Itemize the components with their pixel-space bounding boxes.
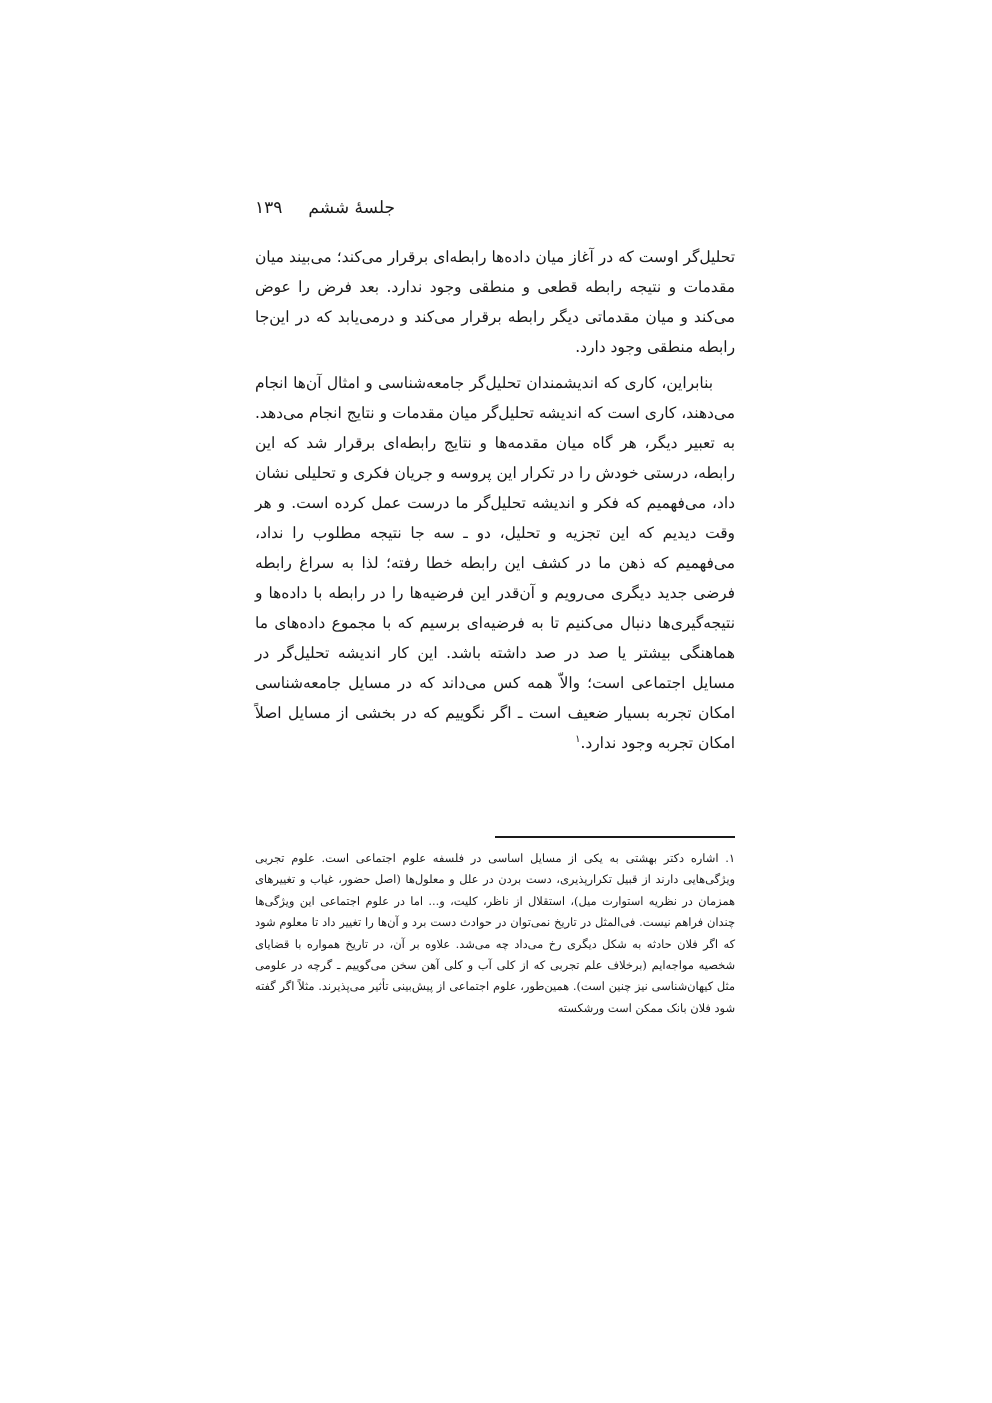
header-line	[255, 198, 395, 218]
paragraph-2	[255, 368, 735, 758]
running-header	[255, 198, 735, 228]
footnote-divider	[495, 836, 735, 838]
footnote-text: ۱. اشاره دکتر بهشتی به یکی از مسایل اساسی در فلسفه علوم اجتماعی است. علوم تجربی ویژگی‌هایی دارند از قبیل تکرارپذیری، دست بردن در علل و معلول‌ها (اصل حضور، غیاب و تغییرهای همزمان در نظریه استوارت میل)، استقلال از ناظر، کلیت، و... اما در علوم اجتماعی این ویژگی‌ها چندان فراهم نیست. فی‌المثل در تاریخ نمی‌توان در حوادث دست برد و آن‌ها را تغییر داد تا معلوم شود که اگر فلان حادثه به شکل دیگری رخ می‌داد چه می‌شد. علاوه بر آن، در تاریخ همواره با قضایای شخصیه مواجه‌ایم (برخلاف علم تجربی که از کلی آب و کلی آهن سخن می‌گوییم ـ گرچه در علومی مثل کیهان‌شناسی نیز چنین است). همین‌طور، علوم اجتماعی از پیش‌بینی تأثیر می‌پذیرند. مثلاً اگر گفته شود فلان بانک ممکن است ورشکسته	[255, 851, 735, 1015]
paragraph-1: تحلیل‌گر اوست که در آغاز میان داده‌ها رابطه‌ای برقرار می‌کند؛ می‌بیند میان مقدمات و نتیجه رابطه قطعی و منطقی وجود ندارد. بعد فرض را عوض می‌کند و میان مقدماتی دیگر رابطه برقرار می‌کند و درمی‌یابد که در این‌جا رابطه منطقی وجود دارد.	[255, 248, 735, 356]
running-title: جلسهٔ ششم	[308, 198, 395, 218]
footnote-reference[interactable]: ۱	[575, 733, 581, 745]
main-text	[255, 242, 735, 758]
footnote	[255, 848, 735, 1019]
paragraph-2-text: بنابراین، کاری که اندیشمندان تحلیل‌گر جامعه‌شناسی و امثال آن‌ها انجام می‌دهند، کاری است که اندیشه تحلیل‌گر میان مقدمات و نتایج انجام می‌دهد. به تعبیر دیگر، هر گاه میان مقدمه‌ها و نتایج رابطه‌ای برقرار شد که این رابطه، درستی خودش را در تکرار این پروسه و جریان فکری و تحلیلی نشان داد، می‌فهمیم که فکر و اندیشه تحلیل‌گر ما درست عمل کرده است. و هر وقت دیدیم که این تجزیه و تحلیل، دو ـ سه جا نتیجه مطلوب را نداد، می‌فهمیم که ذهن ما در کشف این رابطه خطا رفته؛ لذا به سراغ رابطه فرضی جدید دیگری می‌رویم و آن‌قدر این فرضیه‌ها را در رابطه با داده‌ها و نتیجه‌گیری‌ها دنبال می‌کنیم تا به فرضیه‌ای برسیم که با مجموع داده‌های ما هماهنگی بیشتر یا صد در صد داشته باشد. این کار اندیشه تحلیل‌گر در مسایل اجتماعی است؛ والاّ همه کس می‌داند که در مسایل جامعه‌شناسی امکان تجربه بسیار ضعیف است ـ اگر نگوییم که در بخشی از مسایل اصلاً امکان تجربه وجود ندارد.	[255, 374, 735, 752]
page-number: ۱۳۹	[255, 198, 283, 218]
